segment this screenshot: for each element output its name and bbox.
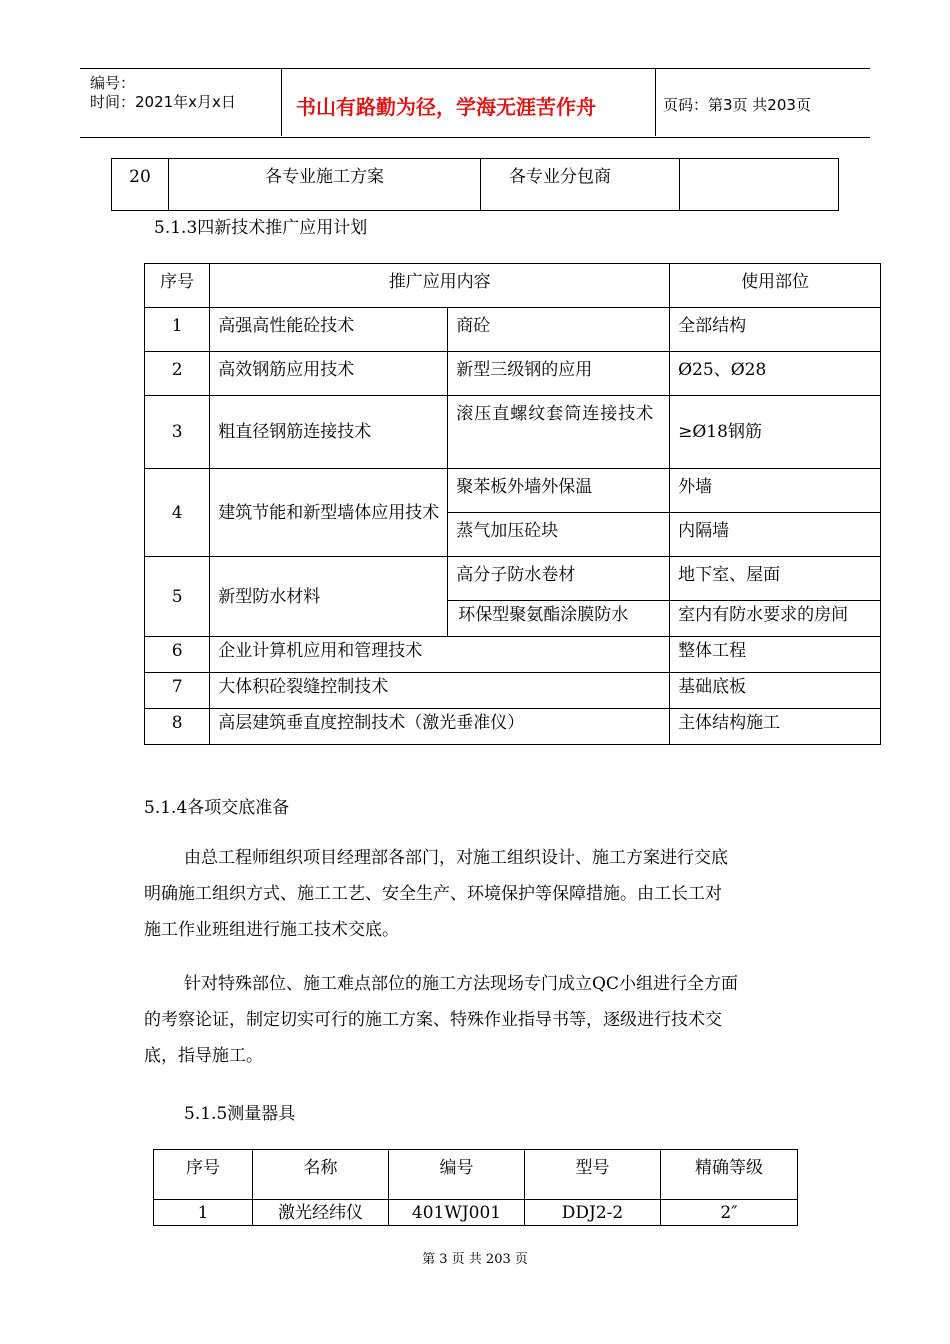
paragraph-line: 底，指导施工。 xyxy=(144,1046,263,1066)
table-cell: 主体结构施工 xyxy=(670,709,881,745)
table-cell: 高强高性能砼技术 xyxy=(210,308,448,352)
section-title: 5.1.5测量器具 xyxy=(184,1104,296,1124)
new-tech-table xyxy=(144,263,881,745)
header-slogan: 书山有路勤为径，学海无涯苦作舟 xyxy=(296,95,596,119)
table-cell: 蒸气加压砼块 xyxy=(448,513,670,557)
header-cell: 序号 xyxy=(145,264,210,308)
paragraph-line: 施工作业班组进行施工技术交底。 xyxy=(144,920,399,940)
table-cell: 4 xyxy=(145,469,210,557)
table-cell: 商砼 xyxy=(448,308,670,352)
table-cell: 大体积砼裂缝控制技术 xyxy=(210,673,670,709)
table-row xyxy=(145,469,881,513)
table-cell: 基础底板 xyxy=(670,673,881,709)
header-cell: 推广应用内容 xyxy=(210,264,670,308)
header-number: 编号： xyxy=(90,74,136,92)
table-cell: 1 xyxy=(145,308,210,352)
table-row xyxy=(154,1200,798,1226)
header-page-code: 页码：第3页 共203页 xyxy=(663,96,811,114)
table-row xyxy=(112,159,839,211)
measuring-tools-table xyxy=(153,1149,798,1226)
table-cell: 全部结构 xyxy=(670,308,881,352)
table-cell: 20 xyxy=(112,159,169,211)
header-cell: 编号 xyxy=(389,1150,525,1200)
table-cell: 1 xyxy=(154,1200,253,1226)
table-cell: 新型防水材料 xyxy=(210,557,448,637)
paragraph-line: 的考察论证，制定切实可行的施工方案、特殊作业指导书等，逐级进行技术交 xyxy=(144,1010,722,1030)
page-footer: 第 3 页 共 203 页 xyxy=(422,1252,528,1267)
header-divider xyxy=(655,68,656,136)
table-cell: 8 xyxy=(145,709,210,745)
header-cell: 型号 xyxy=(525,1150,661,1200)
table-cell xyxy=(680,159,839,211)
table-row xyxy=(145,308,881,352)
header-cell: 序号 xyxy=(154,1150,253,1200)
paragraph-line: 针对特殊部位、施工难点部位的施工方法现场专门成立QC小组进行全方面 xyxy=(184,974,738,994)
table-header-row xyxy=(145,264,881,308)
header-divider xyxy=(281,68,282,136)
header-date: 时间：2021年x月x日 xyxy=(90,93,236,111)
table-cell: 激光经纬仪 xyxy=(253,1200,389,1226)
table-cell: 企业计算机应用和管理技术 xyxy=(210,637,670,673)
table-cell: 新型三级钢的应用 xyxy=(448,352,670,396)
table-cell: 高效钢筋应用技术 xyxy=(210,352,448,396)
table-cell: Ø25、Ø28 xyxy=(670,352,881,396)
section-title: 5.1.3四新技术推广应用计划 xyxy=(154,218,368,238)
table-cell: 地下室、屋面 xyxy=(670,557,881,601)
table-cell: 2 xyxy=(145,352,210,396)
table-row xyxy=(145,637,881,673)
table-cell: 6 xyxy=(145,637,210,673)
table-row xyxy=(145,709,881,745)
table-cell: 高分子防水卷材 xyxy=(448,557,670,601)
header-cell: 使用部位 xyxy=(670,264,881,308)
paragraph-line: 由总工程师组织项目经理部各部门，对施工组织设计、施工方案进行交底 xyxy=(184,848,728,868)
table-cell: 整体工程 xyxy=(670,637,881,673)
header-cell: 名称 xyxy=(253,1150,389,1200)
table-cell: 建筑节能和新型墙体应用技术 xyxy=(210,469,448,557)
table-cell: 7 xyxy=(145,673,210,709)
table-cell: 各专业分包商 xyxy=(481,159,680,211)
header-cell: 精确等级 xyxy=(661,1150,798,1200)
table-row xyxy=(145,396,881,469)
table-cell: DDJ2-2 xyxy=(525,1200,661,1226)
plan-table-tail xyxy=(111,158,839,211)
table-cell: 粗直径钢筋连接技术 xyxy=(210,396,448,469)
table-cell: 滚压直螺纹套筒连接技术 xyxy=(448,396,670,469)
paragraph-line: 明确施工组织方式、施工工艺、安全生产、环境保护等保障措施。由工长工对 xyxy=(144,884,722,904)
table-cell: 2″ xyxy=(661,1200,798,1226)
table-cell: 各专业施工方案 xyxy=(169,159,481,211)
table-row xyxy=(145,557,881,601)
paragraph xyxy=(144,840,864,948)
section-title: 5.1.4各项交底准备 xyxy=(144,798,290,818)
table-cell: 3 xyxy=(145,396,210,469)
table-cell: 401WJ001 xyxy=(389,1200,525,1226)
table-cell: ≥Ø18钢筋 xyxy=(670,396,881,469)
table-cell: 环保型聚氨酯涂膜防水 xyxy=(448,601,670,637)
table-cell: 5 xyxy=(145,557,210,637)
table-header-row xyxy=(154,1150,798,1200)
table-cell: 室内有防水要求的房间 xyxy=(670,601,881,637)
table-cell: 聚苯板外墙外保温 xyxy=(448,469,670,513)
paragraph xyxy=(144,966,864,1074)
table-cell: 外墙 xyxy=(670,469,881,513)
table-row xyxy=(145,352,881,396)
table-cell: 高层建筑垂直度控制技术（激光垂准仪） xyxy=(210,709,670,745)
table-cell: 内隔墙 xyxy=(670,513,881,557)
table-row xyxy=(145,673,881,709)
